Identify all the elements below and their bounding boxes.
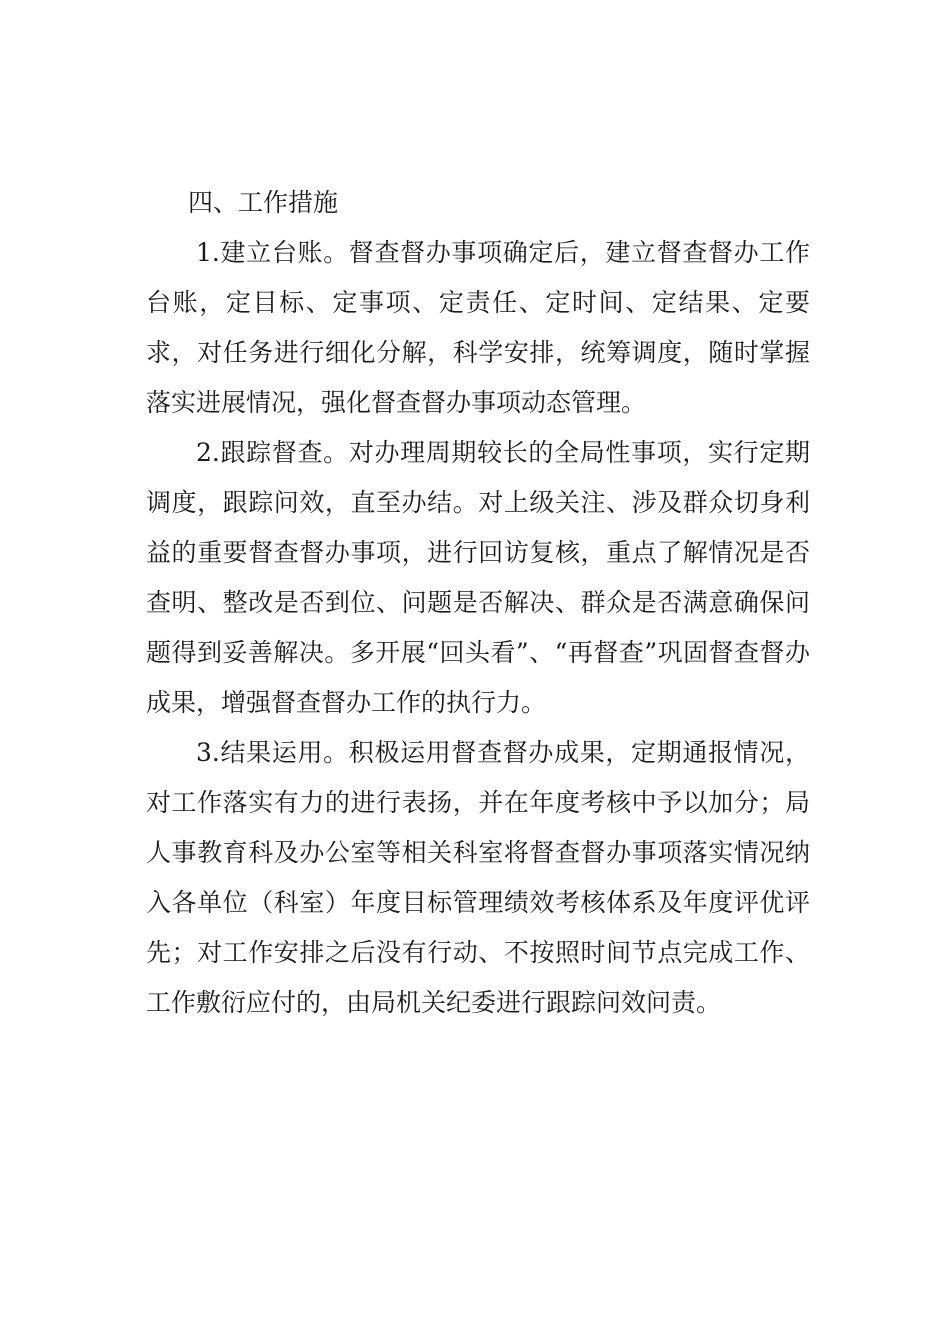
document-body	[146, 178, 810, 1028]
paragraph-tracking: 2.跟踪督查。对办理周期较长的全局性事项，实行定期调度，跟踪问效，直至办结。对上级关注、涉及群众切身利益的重要督查督办事项，进行回访复核，重点了解情况是否查明、整改是否到位、问题是否解决、群众是否满意确保问题得到妥善解决。多开展“回头看”、“再督查”巩固督查督办成果，增强督查督办工作的执行力。	[146, 438, 810, 717]
section-heading: 四、工作措施	[188, 188, 339, 217]
paragraph-results: 3.结果运用。积极运用督查督办成果，定期通报情况，对工作落实有力的进行表扬，并在年度考核中予以加分；局人事教育科及办公室等相关科室将督查督办事项落实情况纳入各单位（科室）年度目标管理绩效考核体系及年度评优评先；对工作安排之后没有行动、不按照时间节点完成工作、工作敷衍应付的，由局机关纪委进行跟踪问效问责。	[146, 738, 810, 1017]
paragraph-ledger: 1.建立台账。督查督办事项确定后，建立督查督办工作台账，定目标、定事项、定责任、定时间、定结果、定要求，对任务进行细化分解，科学安排，统筹调度，随时掌握落实进展情况，强化督查督办事项动态管理。	[146, 238, 810, 417]
